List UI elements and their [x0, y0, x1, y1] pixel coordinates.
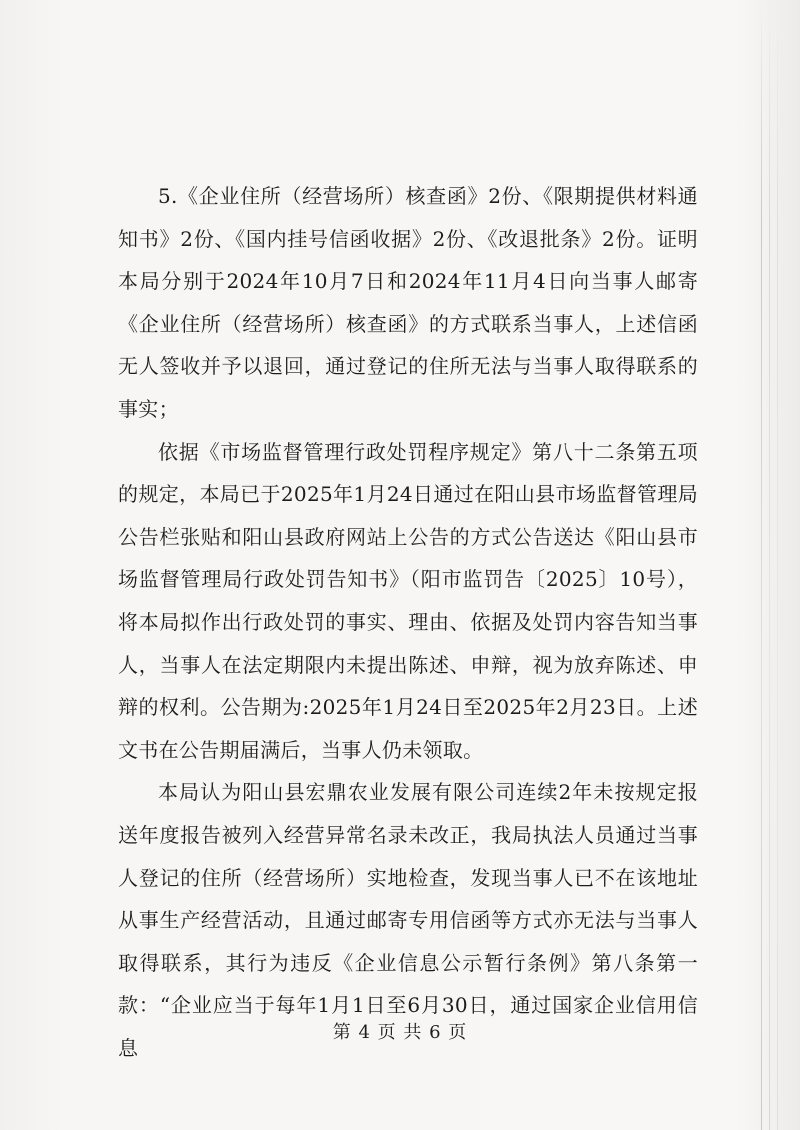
- paragraph-evidence-item-5: 5.《企业住所（经营场所）核查函》2份、《限期提供材料通知书》2份、《国内挂号信函收据》2份、《改退批条》2份。证明本局分别于2024年10月7日和2024年11月4日向当事人邮寄《企业住所（经营场所）核查函》的方式联系当事人，上述信函无人签收并予以退回，通过登记的住所无法与当事人取得联系的事实；: [118, 184, 698, 421]
- scan-edge-line: [777, 0, 778, 1130]
- paragraph-notice-service: 依据《市场监督管理行政处罚程序规定》第八十二条第五项的规定，本局已于2025年1月24日通过在阳山县市场监督管理局公告栏张贴和阳山县政府网站上公告的方式公告送达《阳山县市场监督管理局行政处罚告知书》（阳市监罚告〔2025〕10号），将本局拟作出行政处罚的事实、理由、依据及处罚内容告知当事人，当事人在法定期限内未提出陈述、申辩，视为放弃陈述、申辩的权利。公告期为:2025年1月24日至2025年2月23日。上述文书在公告期届满后，当事人仍未领取。: [118, 439, 698, 762]
- document-body: [118, 175, 698, 1069]
- page-number: 第 4 页 共 6 页: [332, 1022, 468, 1043]
- scan-edge-line: [761, 0, 762, 1130]
- scan-edge-line: [769, 0, 770, 1130]
- paragraph-finding: 本局认为阳山县宏鼎农业发展有限公司连续2年未按规定报送年度报告被列入经营异常名录未改正，我局执法人员通过当事人登记的住所（经营场所）实地检查，发现当事人已不在该地址从事生产经营活动，且通过邮寄专用信函等方式亦无法与当事人取得联系，其行为违反《企业信息公示暂行条例》第八条第一款：“企业应当于每年1月1日至6月30日，通过国家企业信用信息: [118, 780, 698, 1060]
